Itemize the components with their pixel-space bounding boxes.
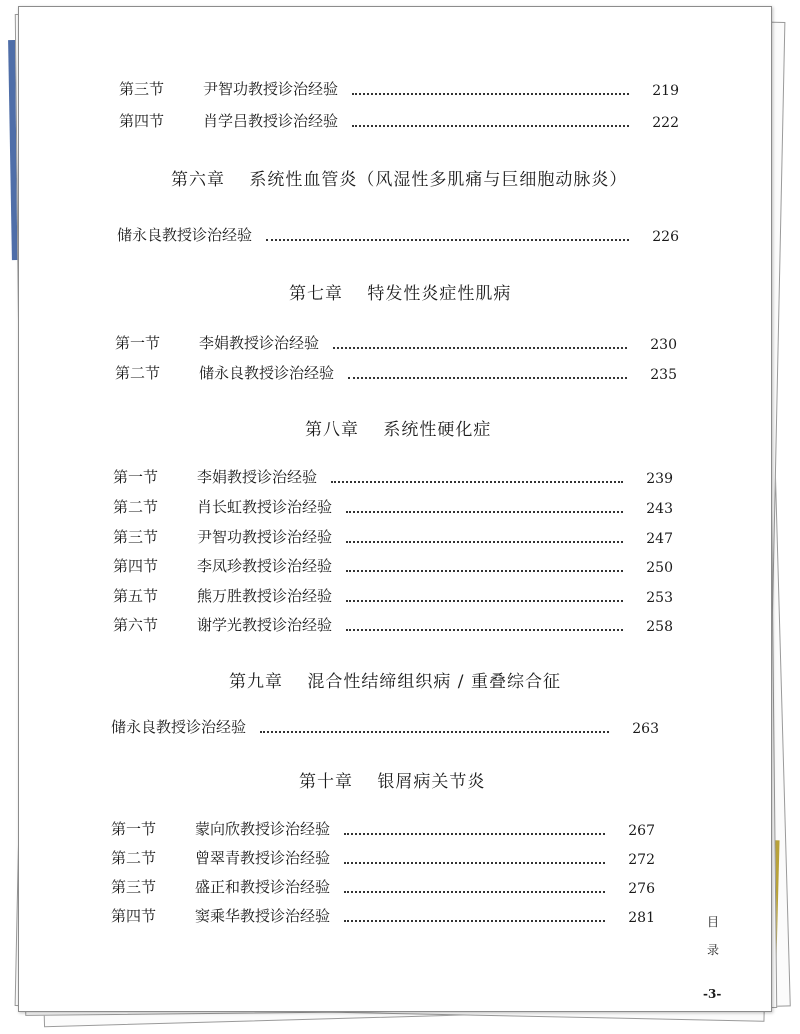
entry-title: 李娟教授诊治经验 <box>197 468 318 486</box>
dot-leader <box>260 731 609 733</box>
section-number: 第四节 <box>113 557 159 575</box>
page-number: 230 <box>650 337 677 353</box>
section-number: 第五节 <box>113 587 159 605</box>
toc-entry[interactable] <box>117 221 679 245</box>
chapter-heading[interactable] <box>229 667 561 692</box>
chapter-title: 系统性硬化症 <box>383 420 492 440</box>
toc-entry[interactable] <box>113 493 673 517</box>
entry-title: 尹智功教授诊治经验 <box>197 528 333 546</box>
page-number: 263 <box>632 721 659 737</box>
section-number: 第三节 <box>113 528 159 546</box>
dot-leader <box>348 377 627 379</box>
page-number: 222 <box>652 115 679 131</box>
entry-title: 蒙向欣教授诊治经验 <box>195 820 331 838</box>
toc-entry[interactable] <box>113 523 673 547</box>
dot-leader <box>344 891 605 893</box>
toc-entry[interactable] <box>111 713 659 737</box>
entry-title: 储永良教授诊治经验 <box>199 364 335 382</box>
page-number: 276 <box>628 881 655 897</box>
chapter-number: 第八章 <box>305 420 359 440</box>
chapter-number: 第六章 <box>171 170 225 190</box>
page-number: 219 <box>652 83 679 99</box>
page-number: 250 <box>646 560 673 576</box>
dot-leader <box>344 920 605 922</box>
toc-entry[interactable] <box>113 463 673 487</box>
folio-page-number: -3- <box>703 987 722 1001</box>
side-label-lu: 录 <box>707 943 720 957</box>
dot-leader <box>346 541 623 543</box>
dot-leader <box>344 862 605 864</box>
toc-entry[interactable] <box>115 359 677 383</box>
section-number: 第一节 <box>115 334 161 352</box>
entry-title: 肖学吕教授诊治经验 <box>203 112 339 130</box>
section-number: 第三节 <box>119 80 165 98</box>
toc-entry[interactable] <box>111 873 655 897</box>
entry-title: 盛正和教授诊治经验 <box>195 878 331 896</box>
entry-title: 谢学光教授诊治经验 <box>197 616 333 634</box>
chapter-title: 银屑病关节炎 <box>377 772 486 792</box>
toc-entry[interactable] <box>115 329 677 353</box>
dot-leader <box>352 125 629 127</box>
chapter-number: 第九章 <box>229 672 283 692</box>
toc-entry[interactable] <box>113 582 673 606</box>
chapter-heading[interactable] <box>171 165 627 190</box>
toc-entry[interactable] <box>111 815 655 839</box>
section-number: 第一节 <box>111 820 157 838</box>
toc-entry[interactable] <box>119 107 679 131</box>
toc-entry[interactable] <box>111 902 655 926</box>
toc-entry[interactable] <box>111 844 655 868</box>
dot-leader <box>266 239 629 241</box>
section-number: 第六节 <box>113 616 159 634</box>
section-number: 第二节 <box>113 498 159 516</box>
section-number: 第二节 <box>115 364 161 382</box>
entry-title: 李娟教授诊治经验 <box>199 334 320 352</box>
dot-leader <box>352 93 629 95</box>
chapter-title: 系统性血管炎（风湿性多肌痛与巨细胞动脉炎） <box>249 170 628 190</box>
dot-leader <box>333 347 627 349</box>
page-number: 239 <box>646 471 673 487</box>
toc-entry[interactable] <box>119 75 679 99</box>
page-number: 267 <box>628 823 655 839</box>
entry-title: 熊万胜教授诊治经验 <box>197 587 333 605</box>
page-number: 235 <box>650 367 677 383</box>
page-number: 258 <box>646 619 673 635</box>
dot-leader <box>344 833 605 835</box>
section-number: 第二节 <box>111 849 157 867</box>
entry-title: 曾翠青教授诊治经验 <box>195 849 331 867</box>
entry-title: 李凤珍教授诊治经验 <box>197 557 333 575</box>
chapter-number: 第七章 <box>289 284 343 304</box>
dot-leader <box>346 570 623 572</box>
page-number: 281 <box>628 910 655 926</box>
toc-entry[interactable] <box>113 552 673 576</box>
dot-leader <box>346 629 623 631</box>
chapter-heading[interactable] <box>305 415 491 440</box>
dot-leader <box>331 481 623 483</box>
section-number: 第四节 <box>111 907 157 925</box>
dot-leader <box>346 600 623 602</box>
toc-page <box>18 6 772 1012</box>
page-number: 243 <box>646 501 673 517</box>
entry-title: 储永良教授诊治经验 <box>117 226 253 244</box>
toc-entry[interactable] <box>113 611 673 635</box>
dot-leader <box>346 511 623 513</box>
entry-title: 尹智功教授诊治经验 <box>203 80 339 98</box>
section-number: 第四节 <box>119 112 165 130</box>
section-number: 第三节 <box>111 878 157 896</box>
side-label-mu: 目 <box>707 915 720 929</box>
chapter-title: 混合性结缔组织病 / 重叠综合征 <box>307 672 561 692</box>
entry-title: 肖长虹教授诊治经验 <box>197 498 333 516</box>
page-number: 226 <box>652 229 679 245</box>
entry-title: 储永良教授诊治经验 <box>111 718 247 736</box>
chapter-heading[interactable] <box>299 767 485 792</box>
chapter-title: 特发性炎症性肌病 <box>367 284 512 304</box>
chapter-number: 第十章 <box>299 772 353 792</box>
chapter-heading[interactable] <box>289 279 511 304</box>
page-number: 253 <box>646 590 673 606</box>
section-number: 第一节 <box>113 468 159 486</box>
page-number: 272 <box>628 852 655 868</box>
entry-title: 窦乘华教授诊治经验 <box>195 907 331 925</box>
page-number: 247 <box>646 531 673 547</box>
